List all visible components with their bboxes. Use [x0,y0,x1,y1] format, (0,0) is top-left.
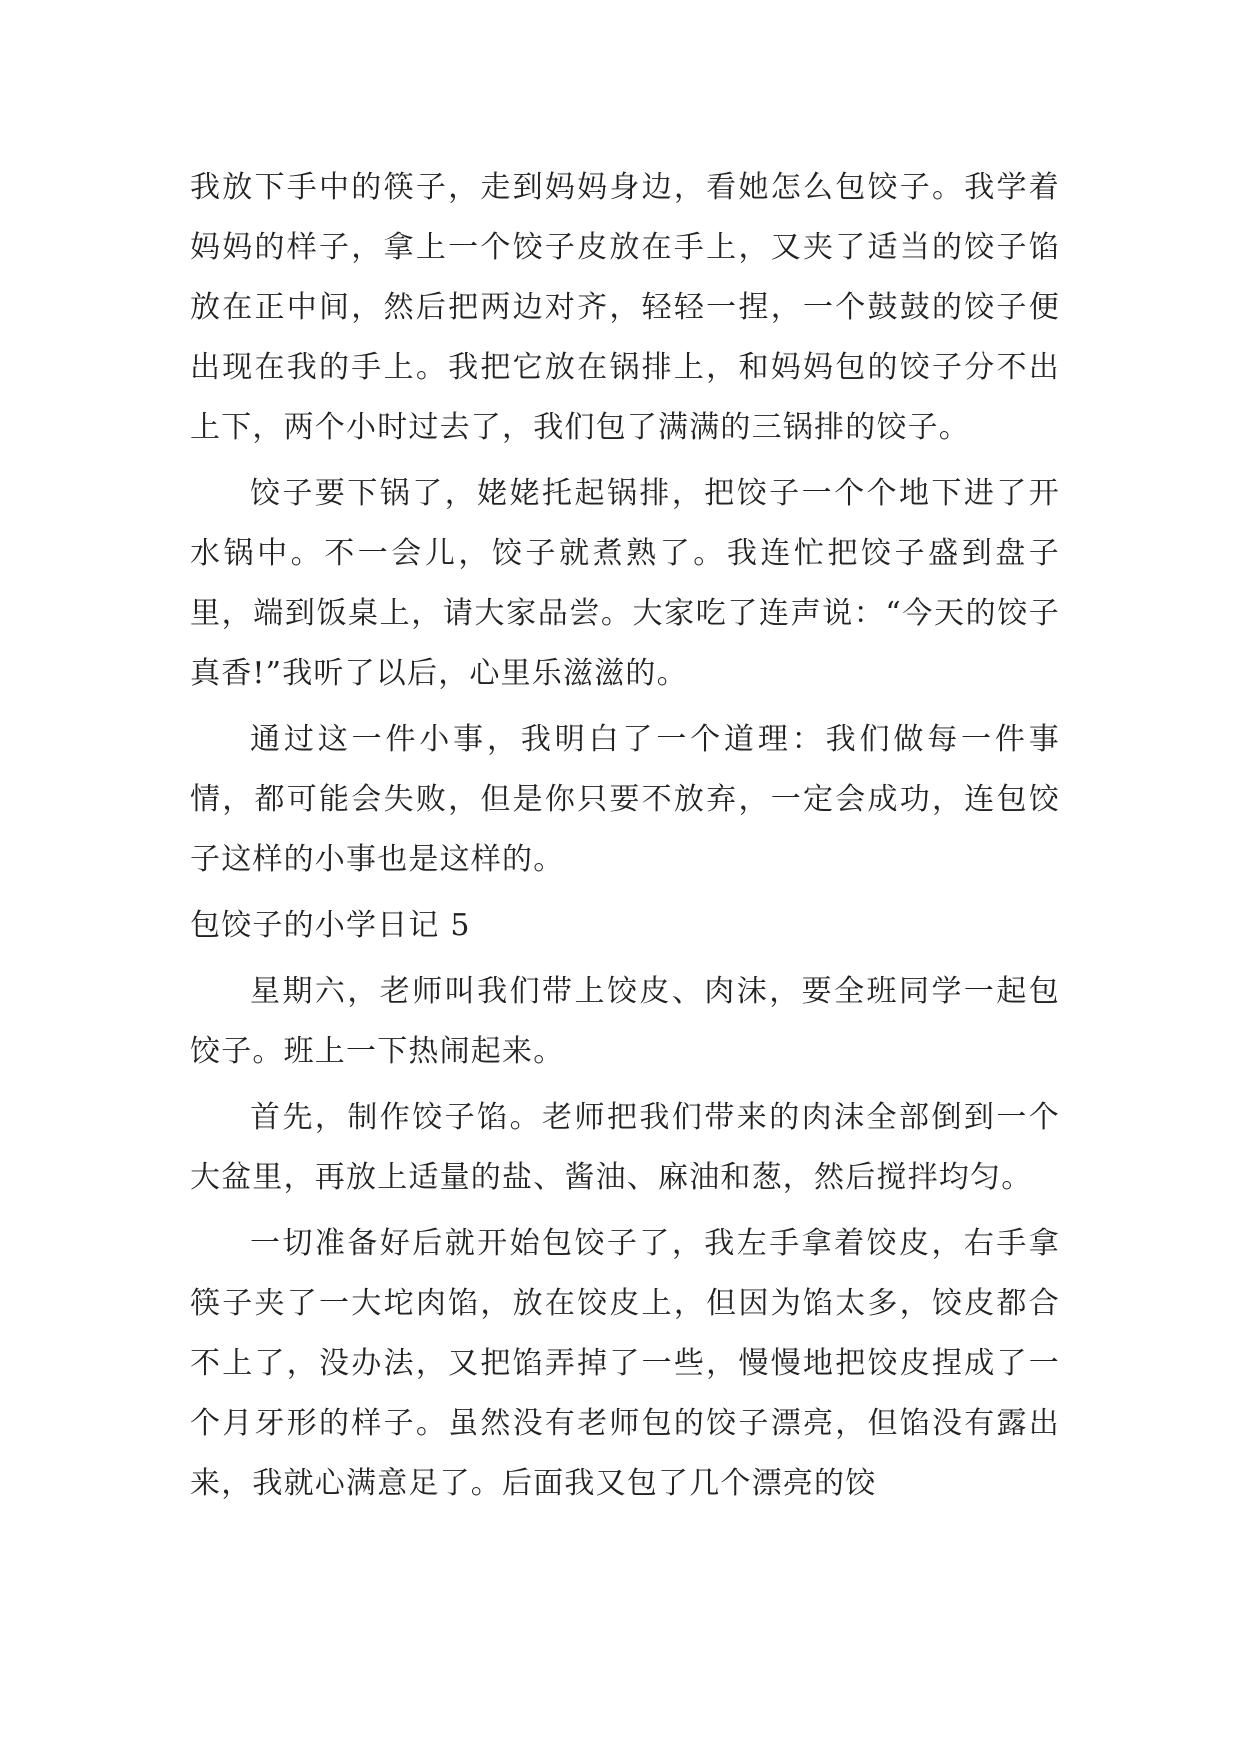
section-heading: 包饺子的小学日记 5 [190,908,471,943]
document-body [190,158,1060,1520]
paragraph-6: 一切准备好后就开始包饺子了，我左手拿着饺皮，右手拿筷子夹了一大坨肉馅，放在饺皮上，但因为馅太多，饺皮都合不上了，没办法，又把馅弄掉了一些，慢慢地把饺皮捏成了一个月牙形的样子。虽然没有老师包的饺子漂亮，但馅没有露出来，我就心满意足了。后面我又包了几个漂亮的饺 [190,1226,1060,1501]
paragraph-2: 饺子要下锅了，姥姥托起锅排，把饺子一个个地下进了开水锅中。不一会儿，饺子就煮熟了。我连忙把饺子盛到盘子里，端到饭桌上，请大家品尝。大家吃了连声说：“今天的饺子真香!”我听了以后，心里乐滋滋的。 [190,476,1060,691]
paragraph-5: 首先，制作饺子馅。老师把我们带来的肉沫全部倒到一个大盆里，再放上适量的盐、酱油、麻油和葱，然后搅拌均匀。 [190,1100,1060,1195]
paragraph-3: 通过这一件小事，我明白了一个道理：我们做每一件事情，都可能会失败，但是你只要不放弃，一定会成功，连包饺子这样的小事也是这样的。 [190,722,1060,877]
paragraph-1: 我放下手中的筷子，走到妈妈身边，看她怎么包饺子。我学着妈妈的样子，拿上一个饺子皮放在手上，又夹了适当的饺子馅放在正中间，然后把两边对齐，轻轻一捏，一个鼓鼓的饺子便出现在我的手上。我把它放在锅排上，和妈妈包的饺子分不出上下，两个小时过去了，我们包了满满的三锅排的饺子。 [190,170,1060,445]
paragraph-4: 星期六，老师叫我们带上饺皮、肉沫，要全班同学一起包饺子。班上一下热闹起来。 [190,974,1060,1069]
